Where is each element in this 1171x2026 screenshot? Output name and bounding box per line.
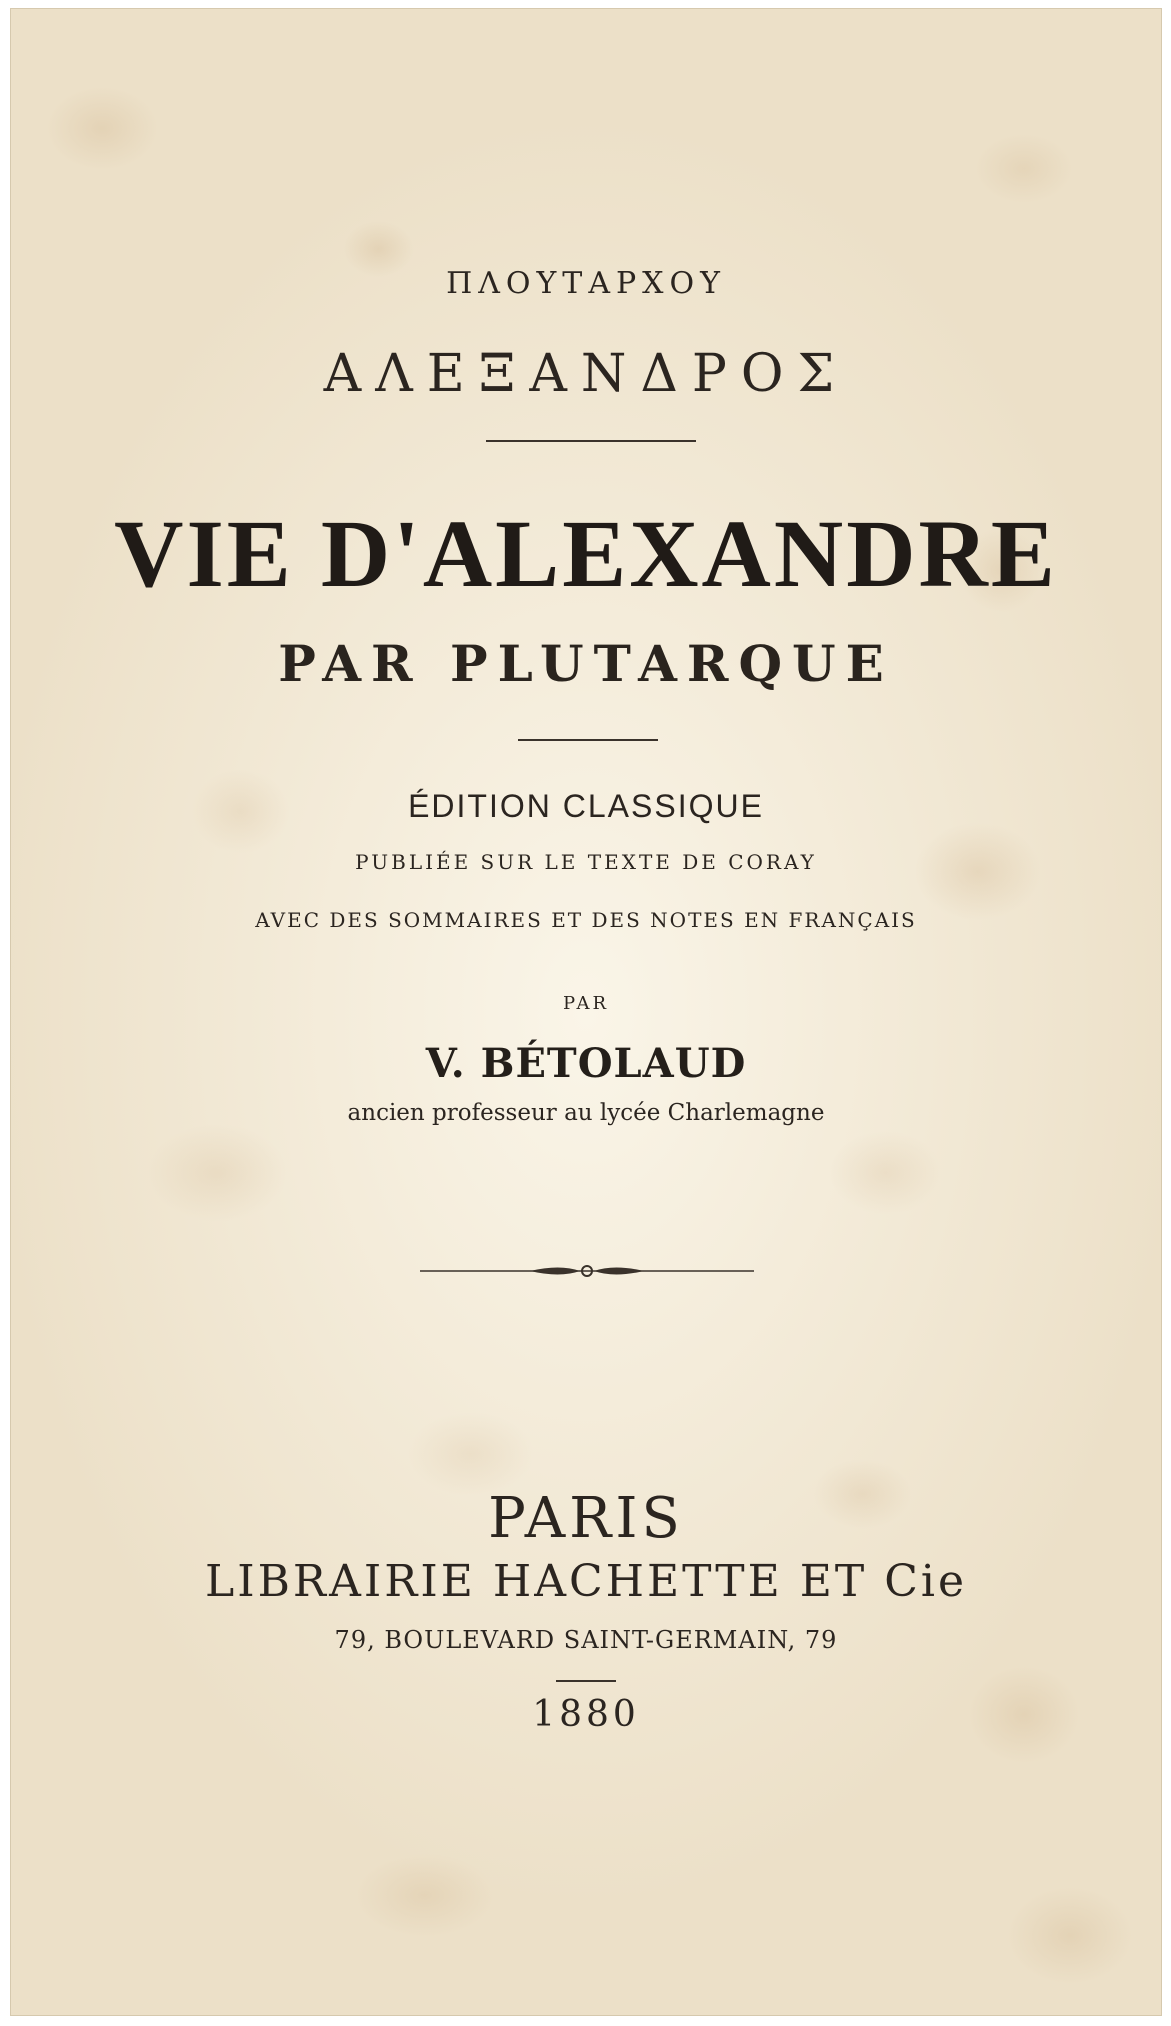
ornament-divider	[420, 1260, 754, 1282]
publication-year: 1880	[532, 1694, 640, 1735]
divider-rule	[486, 440, 696, 442]
greek-author-name: ΠΛΟΥΤΑΡΧΟΥ	[446, 266, 726, 301]
byline: PAR PLUTARQUE	[278, 634, 894, 693]
par-label: PAR	[562, 993, 609, 1014]
main-title: VIE D'ALEXANDRE	[114, 500, 1058, 607]
editor-role: ancien professeur au lycée Charlemagne	[347, 1100, 825, 1126]
editor-name: V. BÉTOLAUD	[425, 1040, 747, 1087]
divider-rule	[556, 1680, 616, 1682]
edition-label: ÉDITION CLASSIQUE	[408, 788, 764, 824]
divider-rule	[518, 739, 658, 741]
publisher-address: 79, BOULEVARD SAINT-GERMAIN, 79	[334, 1626, 838, 1654]
greek-title: ΑΛΕΞΑΝΔΡΟΣ	[323, 344, 849, 404]
source-text-note: PUBLIÉE SUR LE TEXTE DE CORAY	[355, 850, 817, 874]
title-page	[10, 8, 1162, 2016]
notes-description: AVEC DES SOMMAIRES ET DES NOTES EN FRANÇAIS	[255, 908, 917, 932]
publication-city: PARIS	[488, 1486, 684, 1551]
publisher-name: LIBRAIRIE HACHETTE ET Cie	[205, 1556, 967, 1607]
